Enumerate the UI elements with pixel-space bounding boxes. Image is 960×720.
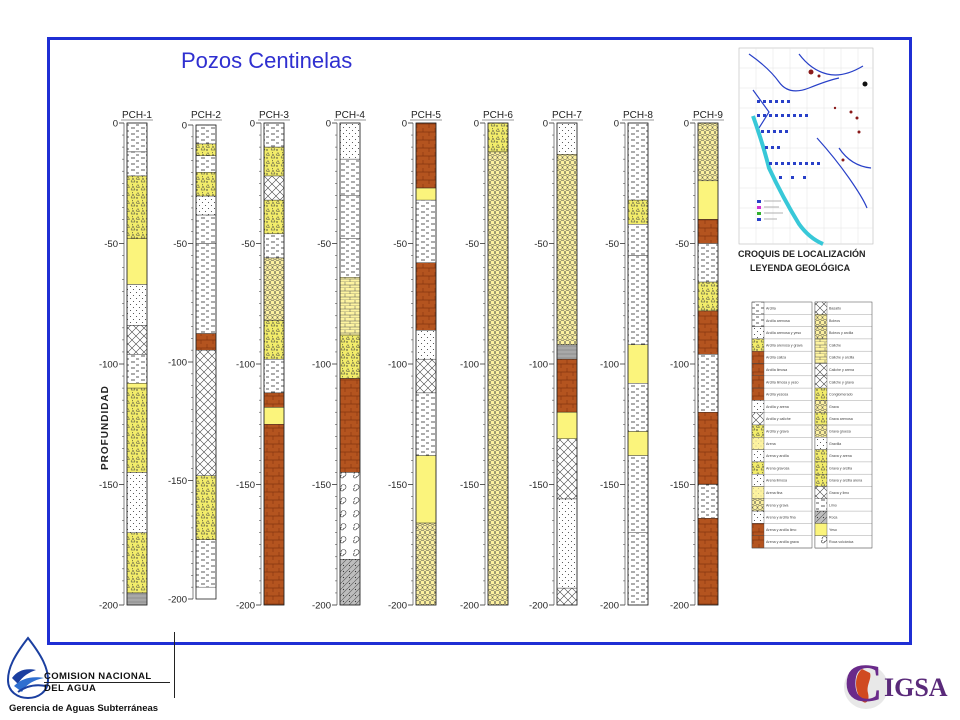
lithology-layer	[416, 330, 436, 359]
depth-tick-label: 0	[683, 118, 689, 130]
depth-tick-label: -200	[669, 600, 689, 612]
lithology-layer	[628, 123, 648, 200]
depth-tick-label: -200	[387, 600, 407, 612]
legend-swatch	[815, 462, 827, 474]
legend-swatch	[752, 536, 764, 548]
legend-label: Grava arenosa	[829, 417, 853, 422]
legend-swatch	[815, 388, 827, 400]
lithology-layer	[488, 152, 508, 605]
geological-legend	[752, 302, 872, 548]
depth-tick-label: -200	[599, 600, 619, 612]
lithology-layer	[127, 383, 147, 388]
depth-tick-label: 0	[473, 118, 479, 130]
lithology-layer	[196, 244, 216, 334]
logo-divider	[174, 632, 175, 698]
lithology-layer	[340, 123, 360, 159]
lithology-layer	[416, 200, 436, 263]
lithology-layer	[127, 533, 147, 593]
lithology-layer	[127, 123, 147, 152]
lithology-layer	[340, 195, 360, 238]
legend-swatch	[752, 487, 764, 499]
map-caption-legend: LEYENDA GEOLÓGICA	[750, 263, 851, 273]
legend-swatch	[815, 327, 827, 339]
legend-label: Yeso	[829, 527, 837, 532]
lithology-layer	[698, 123, 718, 181]
lithology-layer	[557, 588, 577, 605]
lithology-layer	[340, 472, 360, 559]
lithology-layer	[196, 156, 216, 173]
legend-label: Arcilla caliza	[766, 355, 786, 360]
legend-swatch	[815, 302, 827, 314]
depth-tick-label: 0	[325, 118, 331, 130]
lithology-layer	[628, 456, 648, 533]
lithology-layer	[196, 125, 216, 144]
lithology-layer	[340, 378, 360, 472]
legend-swatch	[815, 425, 827, 437]
legend-label: Arena y arcilla	[766, 454, 789, 459]
lithology-layer	[264, 407, 284, 424]
lithology-layer	[698, 311, 718, 354]
legend-label: Arcilla limosa	[766, 368, 788, 372]
lithology-layer	[196, 144, 216, 156]
legend-label: Arcilla limosa y yeso	[766, 380, 799, 385]
lithology-layer	[196, 476, 216, 540]
lithology-layer	[698, 354, 718, 412]
depth-tick-label: -100	[459, 359, 479, 371]
legend-label: Grava y arcilla	[829, 466, 852, 471]
legend-label: Arena	[766, 441, 776, 446]
igsa-logo	[842, 653, 960, 717]
legend-swatch	[752, 327, 764, 339]
lithology-layer	[127, 325, 147, 354]
org-rule	[44, 682, 170, 683]
depth-tick-label: 0	[613, 118, 619, 130]
lithology-layer	[698, 412, 718, 484]
org-name-line1: COMISION NACIONAL	[44, 671, 152, 682]
legend-label: Basalto	[829, 306, 841, 311]
lithology-layer	[264, 393, 284, 407]
lithology-layer	[127, 152, 147, 176]
legend-swatch	[752, 511, 764, 523]
legend-swatch	[815, 474, 827, 486]
lithology-layer	[416, 123, 436, 188]
lithology-layer	[698, 518, 718, 605]
legend-label: Arena limosa	[766, 478, 787, 483]
depth-tick-label: -100	[311, 359, 331, 371]
lithology-layer	[264, 321, 284, 360]
lithology-layer	[127, 472, 147, 532]
lithology-layer	[698, 219, 718, 243]
depth-tick-label: -150	[459, 480, 479, 491]
legend-label: Roca volcánica	[829, 540, 854, 545]
lithology-layer	[340, 159, 360, 195]
depth-tick-label: 0	[542, 118, 548, 130]
lithology-layer	[196, 540, 216, 587]
lithology-layer	[196, 172, 216, 196]
lithology-layer	[557, 439, 577, 499]
lithology-layer	[628, 345, 648, 384]
legend-swatch	[752, 523, 764, 535]
legend-swatch	[752, 376, 764, 388]
depth-tick-label: -150	[599, 480, 619, 491]
depth-tick-label: -50	[605, 239, 619, 250]
well-column-pch-9	[670, 110, 724, 612]
well-column-pch-7	[529, 110, 583, 612]
lithology-layer	[628, 431, 648, 455]
lithology-layer	[557, 123, 577, 154]
legend-swatch	[752, 425, 764, 437]
depth-tick-label: -150	[311, 480, 331, 491]
well-column-pch-2	[168, 110, 222, 606]
legend-label: Arcilla y caliche	[766, 417, 791, 422]
legend-label: Limo	[829, 503, 837, 508]
depth-tick-label: -50	[104, 239, 118, 250]
lithology-layer	[557, 412, 577, 439]
depth-tick-label: -50	[675, 239, 689, 250]
legend-label: Grava y arena	[829, 454, 852, 459]
well-name-label: PCH-6	[482, 110, 514, 121]
lithology-layer	[628, 256, 648, 345]
well-name-label: PCH-5	[410, 110, 442, 121]
depth-tick-label: -50	[241, 239, 255, 250]
lithology-layer	[698, 181, 718, 220]
legend-swatch	[752, 388, 764, 400]
depth-tick-label: -50	[317, 239, 331, 250]
legend-label: Arcilla arenosa y grava	[766, 343, 803, 348]
legend-swatch	[752, 413, 764, 425]
legend-swatch	[752, 462, 764, 474]
depth-tick-label: -200	[528, 600, 548, 612]
legend-swatch	[752, 499, 764, 511]
lithology-layer	[127, 593, 147, 605]
legend-label: Conglomerado	[829, 392, 853, 397]
legend-swatch	[815, 437, 827, 449]
depth-tick-label: 0	[249, 118, 255, 130]
lithology-layer	[264, 258, 284, 321]
well-column-pch-6	[460, 110, 514, 612]
depth-tick-label: -50	[534, 239, 548, 250]
lithology-layer	[628, 200, 648, 224]
lithology-layer	[127, 239, 147, 285]
lithology-layer	[628, 383, 648, 431]
department-name: Gerencia de Aguas Subterráneas	[9, 703, 159, 714]
page-title: Pozos Centinelas	[181, 48, 353, 73]
lithology-layer	[557, 359, 577, 412]
depth-tick-label: -50	[465, 239, 479, 250]
legend-label: Arena y arcilla grava	[766, 540, 799, 545]
lithology-layer	[127, 284, 147, 325]
legend-swatch	[815, 376, 827, 388]
lithology-layer	[196, 196, 216, 215]
legend-label: Arcilla y arena	[766, 404, 789, 409]
lithology-layer	[340, 559, 360, 605]
lithology-layer	[340, 335, 360, 378]
lithology-layer	[127, 354, 147, 383]
legend-label: Arcilla	[766, 306, 776, 311]
legend-label: Arcilla arenosa y yeso	[766, 331, 802, 336]
depth-tick-label: -150	[387, 480, 407, 491]
legend-label: Arena y arcilla fina	[766, 515, 796, 520]
depth-tick-label: -200	[311, 600, 331, 612]
brand-initial: C	[844, 653, 883, 713]
depth-tick-label: -100	[98, 359, 118, 371]
lithology-layer	[264, 147, 284, 176]
lithology-layer	[264, 424, 284, 605]
lithology-layer	[196, 350, 216, 476]
well-name-label: PCH-4	[334, 110, 366, 121]
lithology-layer	[628, 224, 648, 255]
depth-tick-label: -50	[173, 239, 187, 250]
legend-label: Caliche y arena	[829, 368, 854, 372]
legend-label: Caliche y grava	[829, 380, 854, 385]
well-columns	[99, 110, 724, 612]
lithology-layer	[416, 359, 436, 393]
location-map	[739, 48, 873, 244]
brand-name: IGSA	[884, 673, 948, 702]
legend-swatch	[815, 314, 827, 326]
legend-label: Grava gruesa	[829, 429, 851, 434]
lithology-layer	[416, 188, 436, 200]
legend-label: Arcilla yesosa	[766, 392, 789, 397]
lithology-layer	[340, 277, 360, 335]
well-name-label: PCH-9	[692, 110, 724, 121]
legend-swatch	[815, 339, 827, 351]
legend-swatch	[815, 499, 827, 511]
well-column-pch-3	[236, 110, 290, 612]
legend-swatch	[752, 351, 764, 363]
lithology-layer	[557, 154, 577, 344]
well-name-label: PCH-8	[622, 110, 654, 121]
legend-label: Arcilla y grava	[766, 429, 789, 434]
lithology-layer	[488, 123, 508, 152]
legend-swatch	[752, 450, 764, 462]
well-column-pch-5	[388, 110, 442, 612]
legend-label: Caliche	[829, 343, 841, 348]
depth-tick-label: -150	[98, 480, 118, 491]
depth-tick-label: -200	[98, 600, 118, 612]
well-name-label: PCH-3	[258, 110, 290, 121]
legend-swatch	[815, 413, 827, 425]
map-caption-location: CROQUIS DE LOCALIZACIÓN	[738, 249, 866, 259]
lithology-layer	[698, 244, 718, 283]
lithology-layer	[196, 334, 216, 351]
lithology-layer	[416, 456, 436, 523]
legend-swatch	[752, 314, 764, 326]
lithology-layer	[416, 393, 436, 456]
well-column-pch-8	[600, 110, 654, 612]
legend-swatch	[815, 351, 827, 363]
depth-tick-label: -100	[528, 359, 548, 371]
lithology-layer	[698, 282, 718, 311]
lithology-layer	[264, 359, 284, 393]
depth-tick-label: -200	[235, 600, 255, 612]
legend-swatch	[752, 437, 764, 449]
depth-tick-label: 0	[112, 118, 118, 130]
legend-swatch	[815, 400, 827, 412]
depth-tick-label: -100	[387, 359, 407, 371]
lithology-layer	[127, 388, 147, 472]
legend-swatch	[815, 523, 827, 535]
org-name-line2: DEL AGUA	[44, 683, 97, 694]
legend-swatch	[752, 302, 764, 314]
lithology-layer	[264, 176, 284, 200]
depth-tick-label: -100	[669, 359, 689, 371]
depth-tick-label: -150	[528, 480, 548, 491]
legend-label: Caliche y arcilla	[829, 355, 855, 360]
well-column-pch-4	[312, 110, 366, 612]
depth-tick-label: -200	[167, 594, 187, 606]
legend-swatch	[815, 536, 827, 548]
legend-swatch	[815, 511, 827, 523]
legend-label: Arena y grava	[766, 503, 789, 508]
lithology-layer	[264, 234, 284, 258]
legend-swatch	[752, 364, 764, 376]
well-name-label: PCH-1	[121, 110, 153, 121]
lithology-layer	[416, 523, 436, 605]
legend-swatch	[815, 487, 827, 499]
y-axis-label: PROFUNDIDAD	[100, 385, 111, 470]
depth-tick-label: -50	[393, 239, 407, 250]
legend-label: Gravilla	[829, 441, 842, 446]
legend-swatch	[815, 364, 827, 376]
depth-tick-label: -100	[235, 359, 255, 371]
legend-label: Arcilla arenosa	[766, 318, 790, 323]
legend-label: Boleos y arcilla	[829, 331, 854, 336]
lithology-layer	[416, 263, 436, 330]
lithology-layer	[698, 485, 718, 519]
depth-tick-label: -150	[669, 480, 689, 491]
well-name-label: PCH-2	[190, 110, 222, 121]
depth-tick-label: -200	[459, 600, 479, 612]
depth-tick-label: -150	[167, 476, 187, 487]
lithology-layer	[628, 533, 648, 605]
depth-tick-label: 0	[181, 120, 187, 132]
depth-tick-label: 0	[401, 118, 407, 130]
well-name-label: PCH-7	[551, 110, 583, 121]
legend-label: Grava y limo	[829, 491, 850, 495]
legend-label: Boleos	[829, 318, 840, 323]
legend-label: Grava y arcilla arena	[829, 478, 863, 483]
depth-tick-label: -150	[235, 480, 255, 491]
legend-label: Arena fina	[766, 491, 783, 495]
lithology-layer	[557, 499, 577, 588]
legend-swatch	[815, 450, 827, 462]
legend-label: Arena y arcilla limo	[766, 527, 797, 532]
lithology-layer	[340, 239, 360, 278]
lithology-layer	[127, 176, 147, 239]
depth-tick-label: -100	[167, 357, 187, 369]
legend-swatch	[752, 400, 764, 412]
legend-label: Arena gravosa	[766, 466, 790, 471]
lithology-layer	[196, 215, 216, 243]
legend-swatch	[752, 339, 764, 351]
legend-label: Grava	[829, 404, 839, 409]
legend-swatch	[752, 474, 764, 486]
lithology-layer	[557, 345, 577, 359]
lithology-layer	[264, 200, 284, 234]
depth-tick-label: -100	[599, 359, 619, 371]
legend-label: Roca	[829, 515, 838, 520]
lithology-layer	[264, 123, 284, 147]
well-column-pch-1	[99, 110, 153, 612]
